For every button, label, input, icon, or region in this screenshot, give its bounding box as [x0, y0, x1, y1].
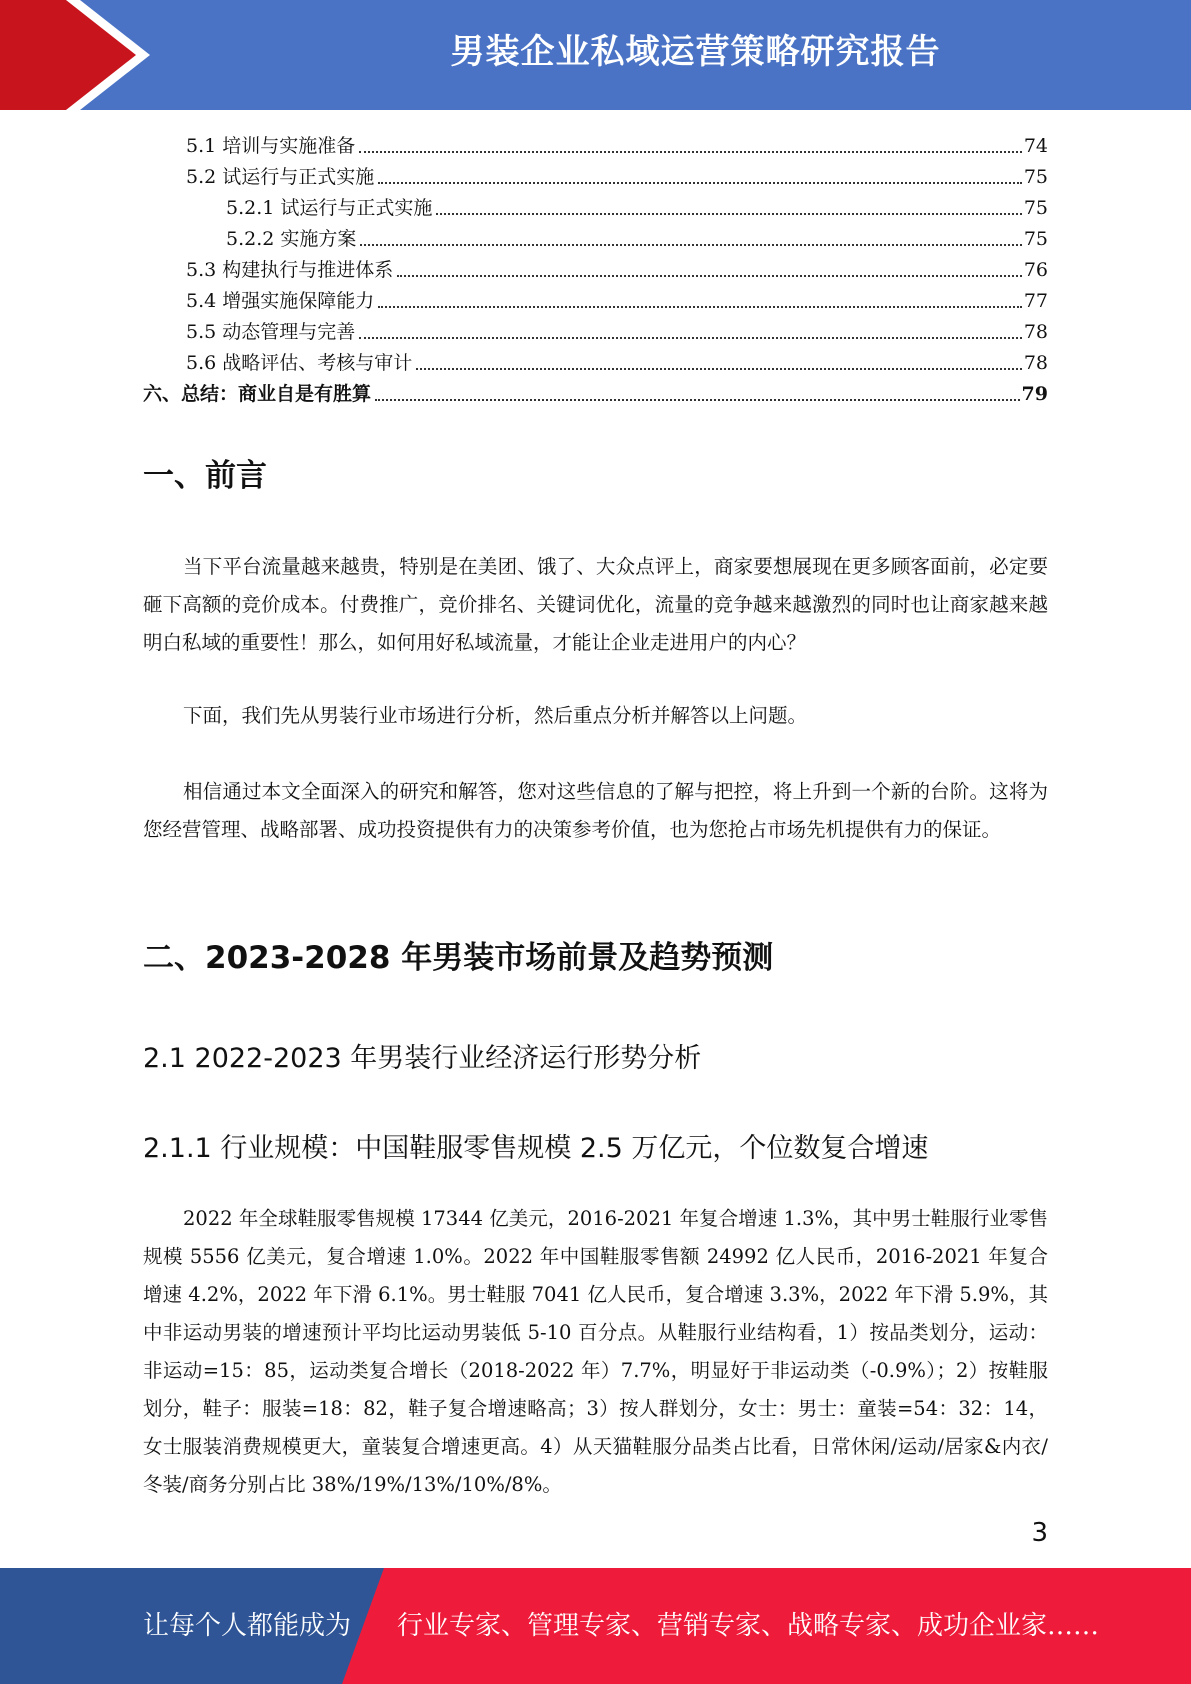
header-banner: [0, 0, 1191, 110]
section-heading: 一、前言: [143, 458, 267, 494]
footer-banner: [0, 1568, 1191, 1684]
toc-leader-dots: [359, 336, 1022, 339]
body-paragraph: 2022 年全球鞋服零售规模 17344 亿美元，2016-2021 年复合增速 1.3%，其中男士鞋服行业零售规模 5556 亿美元，复合增速 1.0%。2022 年中国鞋服零售额 24992 亿人民币，2016-2021 年复合增速 4.2%，2022 年下滑 6.1%。男士鞋服 7041 亿人民币，复合增速 3.3%，2022 年下滑 5.9%，其中非运动男装的增速预计平均比运动男装低 5-10 百分点。从鞋服行业结构看，1）按品类划分，运动：非运动=15：85，运动类复合增长（2018-2022 年）7.7%，明显好于非运动类（-0.9%）；2）按鞋服划分，鞋子：服装=18：82，鞋子复合增速略高；3）按人群划分，女士：男士：童装=54：32：14，女士服装消费规模更大，童装复合增速更高。4）从天猫鞋服分品类占比看，日常休闲/运动/居家&内衣/冬装/商务分别占比 38%/19%/13%/10%/8%。: [143, 1207, 1048, 1496]
toc-entry-label: 5.6 战略评估、考核与审计: [186, 352, 413, 374]
toc-leader-dots: [416, 367, 1022, 370]
toc-entry[interactable]: [226, 190, 1048, 221]
toc-leader-dots: [436, 212, 1021, 215]
document-title: 男装企业私域运营策略研究报告: [450, 32, 941, 72]
toc-entry[interactable]: [186, 283, 1048, 314]
section-heading: 二、2023-2028 年男装市场前景及趋势预测: [143, 940, 774, 976]
footer-slogan-left: 让每个人都能成为: [143, 1611, 352, 1641]
footer-slogan-right: 行业专家、管理专家、营销专家、战略专家、成功企业家……: [397, 1611, 1100, 1641]
toc-entry-label: 5.1 培训与实施准备: [186, 135, 356, 157]
toc-entry-page: 77: [1023, 290, 1048, 312]
toc-entry-label: 5.4 增强实施保障能力: [186, 290, 375, 312]
toc-entry-page: 76: [1023, 259, 1048, 281]
toc-entry[interactable]: [226, 221, 1048, 252]
body-paragraph: 下面，我们先从男装行业市场进行分析，然后重点分析并解答以上问题。: [183, 704, 808, 727]
toc-entry[interactable]: [186, 128, 1048, 159]
toc-entry-page: 78: [1023, 321, 1048, 343]
toc-entry[interactable]: [143, 376, 1048, 407]
toc-entry-label: 六、总结：商业自是有胜算: [143, 383, 372, 405]
toc-entry-page: 75: [1023, 197, 1048, 219]
toc-leader-dots: [397, 274, 1022, 277]
header-red-arrow-shape: [0, 0, 150, 110]
subsection-heading: 2.1.1 行业规模：中国鞋服零售规模 2.5 万亿元，个位数复合增速: [143, 1133, 929, 1164]
toc-leader-dots: [378, 305, 1022, 308]
toc-entry[interactable]: [186, 314, 1048, 345]
page-number: 3: [1031, 1518, 1048, 1548]
toc-entry-label: 5.5 动态管理与完善: [186, 321, 356, 343]
toc-leader-dots: [375, 398, 1020, 401]
toc-leader-dots: [360, 243, 1021, 246]
toc-entry-label: 5.2.1 试运行与正式实施: [226, 197, 433, 219]
toc-entry-label: 5.2 试运行与正式实施: [186, 166, 375, 188]
toc-entry[interactable]: [186, 252, 1048, 283]
toc-entry-page: 74: [1023, 135, 1048, 157]
subsection-heading: 2.1 2022-2023 年男装行业经济运行形势分析: [143, 1043, 702, 1074]
toc-entry-page: 75: [1023, 166, 1048, 188]
toc-leader-dots: [359, 150, 1022, 153]
toc-entry-label: 5.2.2 实施方案: [226, 228, 357, 250]
toc-entry-label: 5.3 构建执行与推进体系: [186, 259, 394, 281]
toc-leader-dots: [378, 181, 1022, 184]
toc-entry-page: 79: [1021, 383, 1048, 405]
body-paragraph: 当下平台流量越来越贵，特别是在美团、饿了、大众点评上，商家要想展现在更多顾客面前，必定要砸下高额的竞价成本。付费推广，竞价排名、关键词优化，流量的竞争越来越激烈的同时也让商家越来越明白私域的重要性！那么，如何用好私域流量，才能让企业走进用户的内心？: [143, 555, 1048, 654]
toc-entry[interactable]: [186, 345, 1048, 376]
toc-entry-page: 75: [1023, 228, 1048, 250]
toc-entry[interactable]: [186, 159, 1048, 190]
toc-entry-page: 78: [1023, 352, 1048, 374]
body-paragraph: 相信通过本文全面深入的研究和解答，您对这些信息的了解与把控，将上升到一个新的台阶。这将为您经营管理、战略部署、成功投资提供有力的决策参考价值，也为您抢占市场先机提供有力的保证。: [143, 780, 1048, 841]
